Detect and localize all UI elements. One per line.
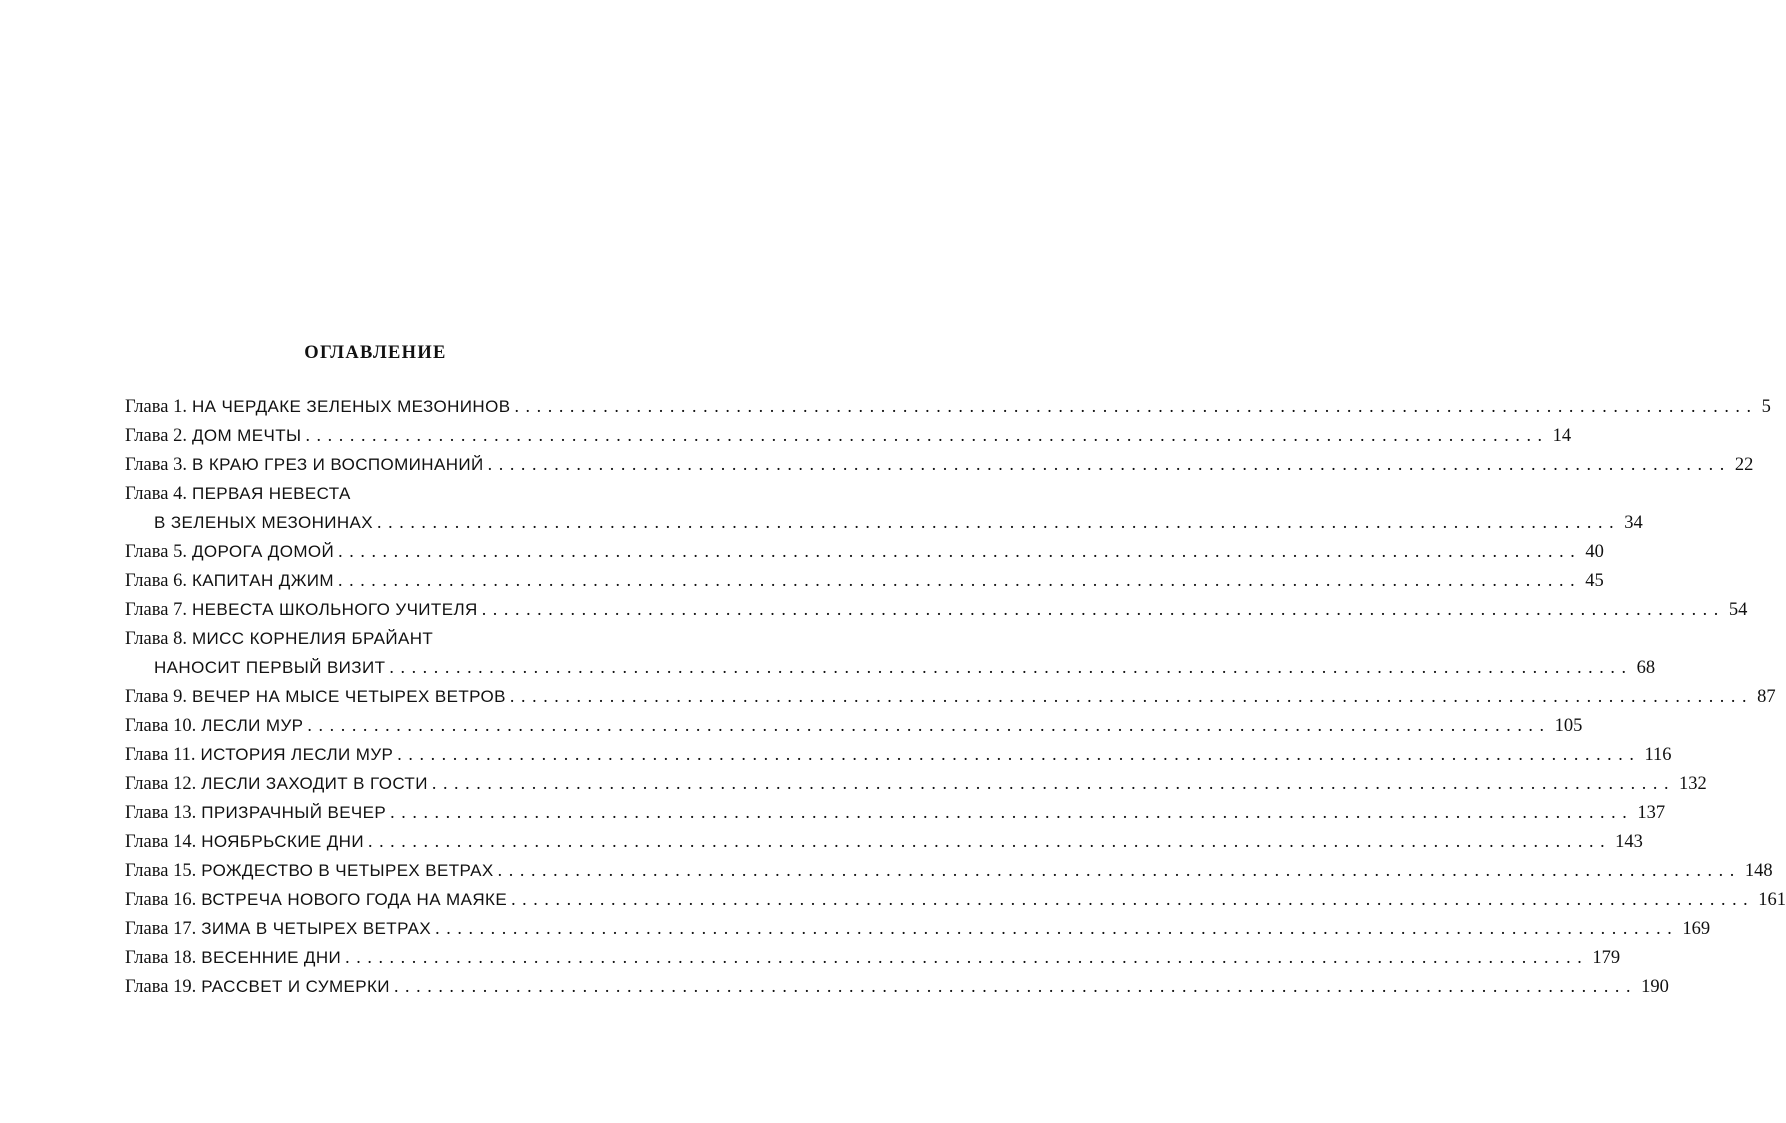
dot-leader: ................................................................................................................ [307,715,1551,735]
page-number: 132 [1679,774,1707,794]
chapter-title: ПРИЗРАЧНЫЙ ВЕЧЕР [201,803,387,822]
toc-line [125,421,1572,450]
page-number: 143 [1615,832,1643,852]
dot-leader: ................................................................................................................ [397,744,1641,764]
chapter-title: ПЕРВАЯ НЕВЕСТА [191,484,351,503]
dot-leader: ................................................................................................................ [497,860,1741,880]
dot-leader: ................................................................................................................ [514,396,1758,416]
toc-line [125,972,1669,1001]
page-number: 137 [1637,803,1666,823]
toc-line [125,537,1604,566]
toc-line [125,595,1748,624]
dot-leader: ................................................................................................................ [367,831,1612,851]
page-number: 54 [1728,600,1748,620]
dot-leader: ................................................................................................................ [377,512,1621,532]
chapter-title: ДОРОГА ДОМОЙ [191,542,335,561]
chapter-label: Глава 3. [125,455,187,475]
chapter-label: Глава 10. [125,716,197,736]
page-number: 40 [1585,542,1604,562]
chapter-title: ВЕЧЕР НА МЫСЕ ЧЕТЫРЕХ ВЕТРОВ [191,687,506,706]
toc-line [125,740,1672,769]
chapter-label: Глава 12. [125,774,197,794]
dot-leader: ................................................................................................................ [393,976,1638,996]
page-number: 5 [1761,397,1771,417]
chapter-title-continuation: В ЗЕЛЕНЫХ МЕЗОНИНАХ [154,513,374,532]
page-number: 87 [1757,687,1776,707]
dot-leader: ................................................................................................................ [390,802,1634,822]
chapter-title: ЛЕСЛИ ЗАХОДИТ В ГОСТИ [201,774,428,793]
chapter-label: Глава 8. [125,629,187,649]
toc-line-continuation [125,653,1656,682]
toc-line [125,624,627,653]
dot-leader: ................................................................................................................ [345,947,1589,967]
toc-line [125,827,1643,856]
chapter-title: ЗИМА В ЧЕТЫРЕХ ВЕТРАХ [201,919,432,938]
chapter-label: Глава 11. [125,745,196,765]
page-number: 105 [1554,716,1583,736]
toc-line [125,885,1786,914]
dot-leader: ................................................................................................................ [305,425,1549,445]
chapter-label: Глава 9. [125,687,187,707]
chapter-label: Глава 17. [125,919,197,939]
chapter-title: КАПИТАН ДЖИМ [191,571,334,590]
toc-line [125,914,1711,943]
dot-leader: ................................................................................................................ [338,570,1582,590]
page-number: 45 [1585,571,1604,591]
chapter-label: Глава 6. [125,571,187,591]
chapter-title-continuation: НАНОСИТ ПЕРВЫЙ ВИЗИТ [154,658,386,677]
dot-leader: ................................................................................................................ [338,541,1582,561]
toc-line-continuation [125,508,1643,537]
chapter-title: НА ЧЕРДАКЕ ЗЕЛЕНЫХ МЕЗОНИНОВ [191,397,511,416]
chapter-title: РОЖДЕСТВО В ЧЕТЫРЕХ ВЕТРАХ [201,861,494,880]
toc-line [125,682,1776,711]
chapter-title: РАССВЕТ И СУМЕРКИ [201,977,390,996]
dot-leader: ................................................................................................................ [511,889,1755,909]
dot-leader: ................................................................................................................ [509,686,1754,706]
dot-leader: ................................................................................................................ [481,599,1725,619]
toc-line [125,566,1604,595]
chapter-title: ИСТОРИЯ ЛЕСЛИ МУР [200,745,394,764]
chapter-title: В КРАЮ ГРЕЗ И ВОСПОМИНАНИЙ [191,455,484,474]
toc-line [125,392,1771,421]
page-number: 190 [1641,977,1669,997]
page-number: 22 [1734,455,1754,475]
chapter-label: Глава 14. [125,832,197,852]
dot-leader: ................................................................................................................ [435,918,1679,938]
chapter-title: НЕВЕСТА ШКОЛЬНОГО УЧИТЕЛЯ [191,600,478,619]
page-number: 14 [1552,426,1572,446]
toc-heading: ОГЛАВЛЕНИЕ [304,343,447,363]
toc-line [125,479,627,508]
chapter-title: НОЯБРЬСКИЕ ДНИ [201,832,364,851]
chapter-label: Глава 13. [125,803,197,823]
chapter-title: ВСТРЕЧА НОВОГО ГОДА НА МАЯКЕ [201,890,508,909]
chapter-label: Глава 19. [125,977,197,997]
chapter-label: Глава 4. [125,484,187,504]
page-number: 68 [1636,658,1656,678]
chapter-label: Глава 16. [125,890,197,910]
page-number: 34 [1624,513,1643,533]
chapter-title: ЛЕСЛИ МУР [201,716,304,735]
chapter-label: Глава 15. [125,861,197,881]
page-number: 148 [1744,861,1773,881]
dot-leader: ................................................................................................................ [389,657,1633,677]
chapter-label: Глава 2. [125,426,187,446]
chapter-title: ДОМ МЕЧТЫ [191,426,302,445]
toc-list [125,392,1786,1001]
page-number: 169 [1682,919,1711,939]
toc-line [125,769,1707,798]
toc-line [125,798,1666,827]
chapter-title: МИСС КОРНЕЛИЯ БРАЙАНТ [191,629,434,648]
dot-leader: ................................................................................................................ [431,773,1676,793]
page-number: 116 [1644,745,1672,765]
chapter-label: Глава 18. [125,948,197,968]
chapter-title: ВЕСЕННИЕ ДНИ [201,948,342,967]
dot-leader: ................................................................................................................ [487,454,1731,474]
chapter-label: Глава 5. [125,542,187,562]
chapter-label: Глава 1. [125,397,187,417]
toc-line [125,711,1583,740]
page-number: 179 [1592,948,1621,968]
page-number: 161 [1758,890,1786,910]
chapter-label: Глава 7. [125,600,187,620]
toc-line [125,450,1754,479]
toc-line [125,856,1773,885]
toc-line [125,943,1621,972]
